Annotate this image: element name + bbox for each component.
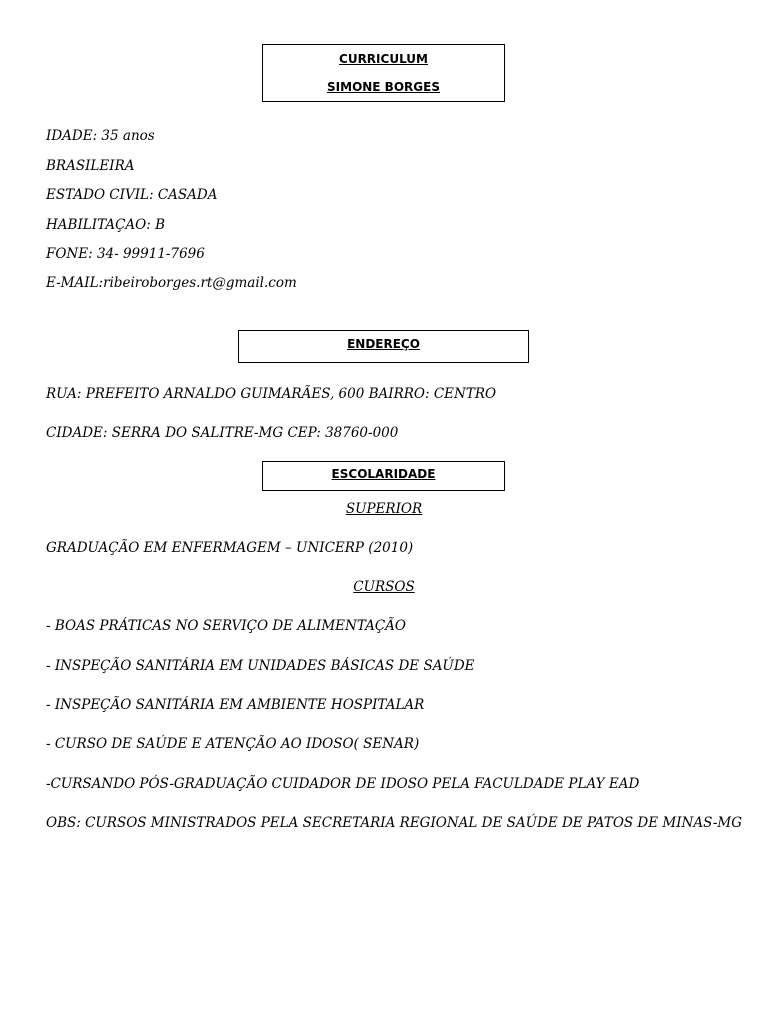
course-item: - BOAS PRÁTICAS NO SERVIÇO DE ALIMENTAÇÃO — [46, 618, 406, 634]
course-item: - CURSO DE SAÚDE E ATENÇÃO AO IDOSO( SENAR) — [46, 736, 420, 752]
superior-label: SUPERIOR — [345, 501, 423, 517]
candidate-name: SIMONE BORGES — [327, 80, 440, 94]
courses-label: CURSOS — [353, 579, 415, 595]
education-heading: ESCOLARIDADE — [331, 467, 436, 481]
city-line: CIDADE: SERRA DO SALITRE-MG CEP: 38760-000 — [46, 425, 399, 441]
courses-note: OBS: CURSOS MINISTRADOS PELA SECRETARIA REGIONAL DE SAÚDE DE PATOS DE MINAS-MG — [46, 815, 743, 831]
age-line: IDADE: 35 anos — [46, 128, 155, 144]
email-line: E-MAIL:ribeiroborges.rt@gmail.com — [46, 275, 297, 291]
nationality-line: BRASILEIRA — [46, 158, 135, 174]
address-heading-box — [238, 330, 529, 363]
degree-line: GRADUAÇÃO EM ENFERMAGEM – UNICERP (2010) — [46, 540, 414, 556]
address-heading: ENDEREÇO — [347, 337, 420, 351]
marital-status-line: ESTADO CIVIL: CASADA — [46, 187, 218, 203]
education-heading-box — [262, 461, 505, 491]
course-item: - INSPEÇÃO SANITÁRIA EM UNIDADES BÁSICAS DE SAÚDE — [46, 658, 475, 674]
street-line: RUA: PREFEITO ARNALDO GUIMARÃES, 600 BAIRRO: CENTRO — [46, 386, 497, 402]
course-item: -CURSANDO PÓS-GRADUAÇÃO CUIDADOR DE IDOSO PELA FACULDADE PLAY EAD — [46, 776, 640, 792]
course-item: - INSPEÇÃO SANITÁRIA EM AMBIENTE HOSPITALAR — [46, 697, 425, 713]
header-box — [262, 44, 505, 102]
document-title: CURRICULUM — [339, 52, 428, 66]
phone-line: FONE: 34- 99911-7696 — [46, 246, 205, 262]
driver-license-line: HABILITAÇAO: B — [46, 217, 165, 233]
